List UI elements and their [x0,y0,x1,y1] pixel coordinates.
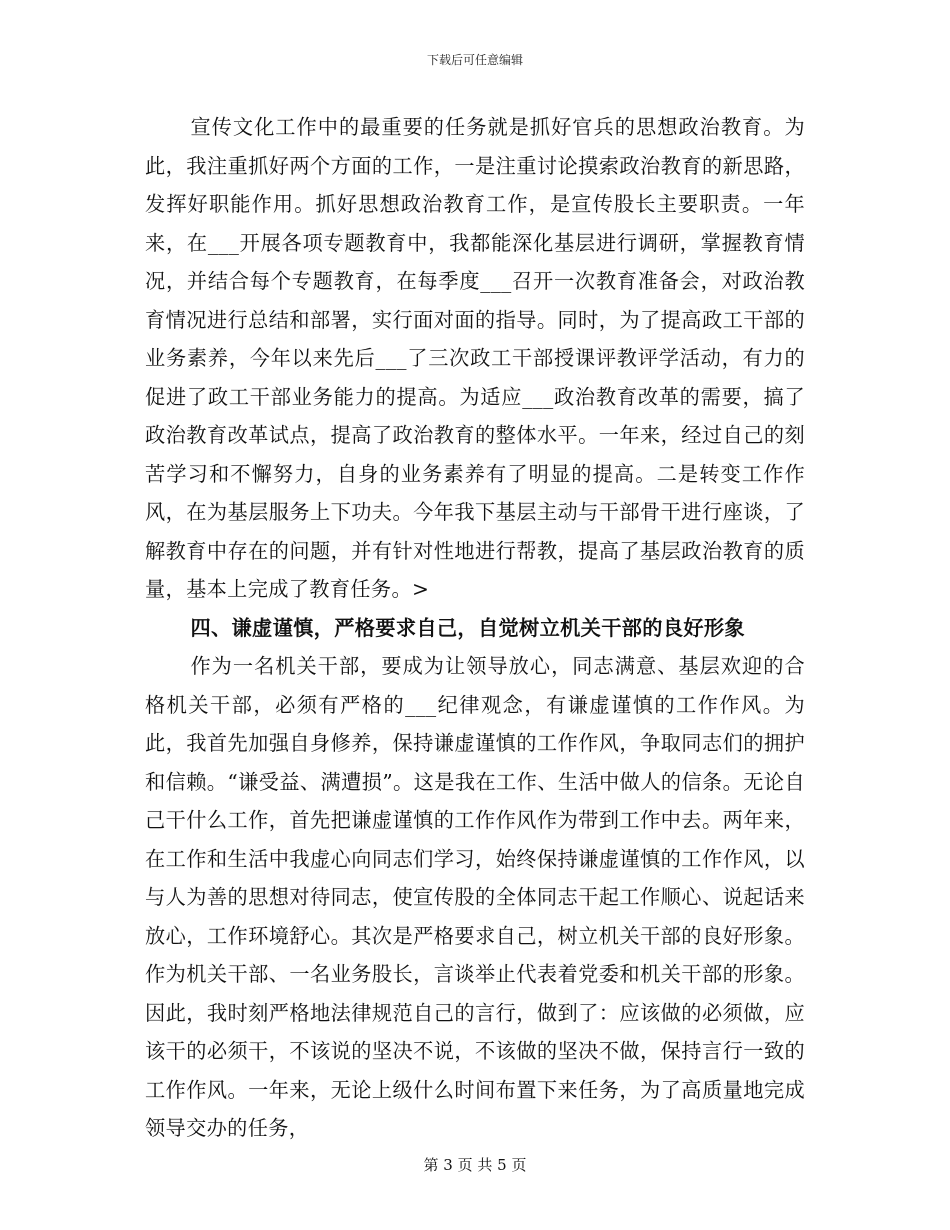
page-number: 第 3 页 共 5 页 [423,1156,527,1174]
page-header: 下载后可任意编辑 [426,53,523,67]
body-paragraph: 作为一名机关干部，要成为让领导放心，同志满意、基层欢迎的合格机关干部，必须有严格的___纪律观念，有谦虚谨慎的工作作风。为此，我首先加强自身修养，保持谦虚谨慎的工作作风，争取同志们的拥护和信赖。“谦受益、满遭损”。这是我在工作、生活中做人的信条。无论自己干什么工作，首先把谦虚谨慎的工作作风作为带到工作中去。两年来，在工作和生活中我虚心向同志们学习，始终保持谦虚谨慎的工作作风，以与人为善的思想对待同志，使宣传股的全体同志干起工作顺心、说起话来放心，工作环境舒心。其次是严格要求自己，树立机关干部的良好形象。作为机关干部、一名业务股长，言谈举止代表着党委和机关干部的形象。因此，我时刻严格地法律规范自己的言行，做到了：应该做的必须做，应该干的必须干，不该说的坚决不说，不该做的坚决不做，保持言行一致的工作作风。一年来，无论上级什么时间布置下来任务，为了高质量地完成领导交办的任务， [145,654,805,1140]
section-heading: 四、谦虚谨慎，严格要求自己，自觉树立机关干部的良好形象 [190,615,745,640]
body-paragraph: 宣传文化工作中的最重要的任务就是抓好官兵的思想政治教育。为此，我注重抓好两个方面的工作，一是注重讨论摸索政治教育的新思路，发挥好职能作用。抓好思想政治教育工作，是宣传股长主要职责。一年来，在___开展各项专题教育中，我都能深化基层进行调研，掌握教育情况，并结合每个专题教育，在每季度___召开一次教育准备会，对政治教育情况进行总结和部署，实行面对面的指导。同时，为了提高政工干部的业务素养，今年以来先后___了三次政工干部授课评教评学活动，有力的促进了政工干部业务能力的提高。为适应___政治教育改革的需要，搞了政治教育改革试点，提高了政治教育的整体水平。一年来，经过自己的刻苦学习和不懈努力，自身的业务素养有了明显的提高。二是转变工作作风，在为基层服务上下功夫。今年我下基层主动与干部骨干进行座谈，了解教育中存在的问题，并有针对性地进行帮教，提高了基层政治教育的质量，基本上完成了教育任务。> [145,115,805,601]
document-body [145,108,805,1148]
